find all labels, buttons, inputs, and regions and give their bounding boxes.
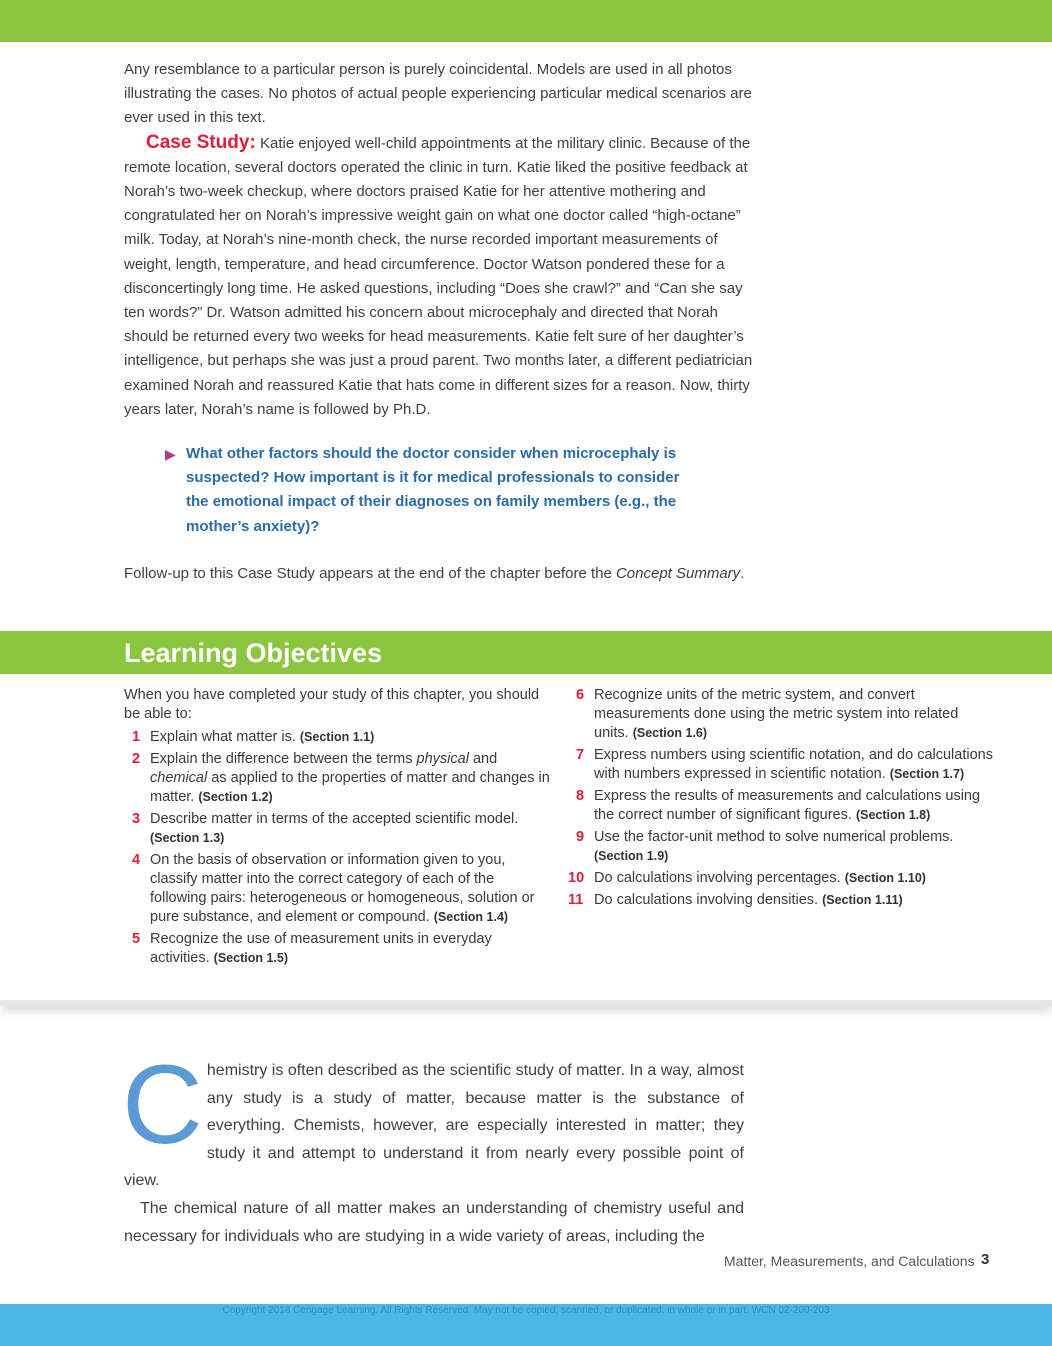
objective-item xyxy=(124,810,554,848)
objective-item xyxy=(124,728,554,747)
objective-number: 6 xyxy=(576,687,585,703)
objective-section: (Section 1.10) xyxy=(844,871,926,885)
objective-text: Express numbers using scientific notation, and do calculations with numbers expressed in scientific notation. xyxy=(594,747,993,782)
objective-section: (Section 1.11) xyxy=(822,893,903,907)
objective-section: (Section 1.4) xyxy=(433,910,509,924)
followup-note xyxy=(124,562,764,586)
body-paragraph-2: The chemical nature of all matter makes an understanding of chemistry useful and necessary for individuals who are studying in a wide variety of areas, including the xyxy=(124,1199,744,1245)
disclaimer-text: Any resemblance to a particular person is purely coincidental. Models are used in all photos illustrating the cases. No photos of actual people experiencing particular medical scenarios are ever used in this text. xyxy=(124,61,752,127)
objective-number: 7 xyxy=(576,747,585,763)
objective-item xyxy=(124,750,554,807)
objective-text: Explain what matter is. xyxy=(150,729,296,745)
objective-text: Do calculations involving densities. xyxy=(594,892,819,908)
followup-end: . xyxy=(740,565,745,582)
objective-number: 5 xyxy=(132,931,141,947)
objective-number: 1 xyxy=(132,729,141,745)
objective-text: Do calculations involving percentages. xyxy=(594,870,841,886)
objective-term-physical: physical xyxy=(416,751,469,767)
objective-section: (Section 1.8) xyxy=(855,808,931,822)
objective-section: (Section 1.6) xyxy=(632,726,708,740)
bottom-blue-bar xyxy=(0,1304,1052,1346)
objective-text: Recognize the use of measurement units in everyday activities. xyxy=(150,931,492,966)
followup-text: Follow-up to this Case Study appears at the end of the chapter before the xyxy=(124,565,616,582)
objective-section: (Section 1.2) xyxy=(198,790,273,804)
objective-section: (Section 1.5) xyxy=(213,951,288,965)
objective-section: (Section 1.3) xyxy=(150,831,225,845)
triangle-bullet-icon: ▶ xyxy=(165,446,176,462)
objective-number: 10 xyxy=(568,870,585,886)
objective-text: Recognize units of the metric system, and convert measurements done using the metric system into related units. xyxy=(594,687,959,741)
top-green-bar xyxy=(0,0,1052,42)
objective-item xyxy=(568,787,993,825)
chapter-body-text xyxy=(122,1042,744,1250)
objective-item xyxy=(568,869,993,888)
followup-italic: Concept Summary xyxy=(615,565,741,582)
objective-text: Use the factor-unit method to solve numerical problems. xyxy=(594,829,954,845)
objective-text: Explain the difference between the terms xyxy=(150,751,417,767)
objective-item xyxy=(568,746,993,784)
learning-objectives-panel xyxy=(0,674,1052,1006)
objectives-left-column xyxy=(124,686,554,971)
objective-number: 9 xyxy=(576,829,585,845)
question-text: What other factors should the doctor consider when microcephaly is suspected? How important is it for medical professionals to consider the emotional impact of their diagnoses on family members (e.g., the mother’s anxiety)? xyxy=(186,445,680,535)
body-paragraph-1: hemistry is often described as the scientific study of matter. In a way, almost any study is a study of matter, because matter is the substance of everything. Chemists, however, are especially interested in matter; they study it and attempt to understand it from nearly every possible point of view. xyxy=(124,1062,744,1190)
learning-objectives-title: Learning Objectives xyxy=(124,638,383,668)
objective-number: 8 xyxy=(576,788,585,804)
copyright-notice: Copyright 2018 Cengage Learning. All Rights Reserved. May not be copied, scanned, or duplicated, in whole or in part. WCN 02-200-203 xyxy=(222,1305,830,1316)
objectives-right-column xyxy=(568,686,993,913)
intro-text xyxy=(124,58,754,422)
objective-text: On the basis of observation or information given to you, classify matter into the correct category of each of the following pairs: heterogeneous or homogeneous, solution or pure substance, and element or compound. xyxy=(150,852,535,925)
objective-text: as applied to the properties of matter and changes in matter. xyxy=(150,770,550,805)
case-study-label: Case Study: xyxy=(146,131,256,153)
objective-number: 11 xyxy=(568,892,584,908)
objective-section: (Section 1.7) xyxy=(889,767,965,781)
objective-section: (Section 1.1) xyxy=(299,730,375,744)
objectives-intro: When you have completed your study of this chapter, you should be able to: xyxy=(124,687,540,722)
discussion-question xyxy=(165,442,705,539)
objective-number: 2 xyxy=(132,751,141,767)
objective-section: (Section 1.9) xyxy=(594,849,669,863)
objective-item xyxy=(124,930,554,968)
drop-cap-letter: C xyxy=(122,1042,203,1167)
objective-text: Express the results of measurements and calculations using the correct number of significant figures. xyxy=(594,788,981,823)
objective-item xyxy=(124,851,554,927)
objective-number: 3 xyxy=(132,811,141,827)
objective-item xyxy=(568,686,993,743)
running-footer-title: Matter, Measurements, and Calculations xyxy=(724,1253,975,1269)
objective-text: and xyxy=(468,751,498,767)
objective-item xyxy=(568,828,993,866)
objective-text: Describe matter in terms of the accepted scientific model. xyxy=(150,811,519,827)
learning-objectives-header xyxy=(0,631,1052,674)
objective-number: 4 xyxy=(132,852,141,868)
objective-item xyxy=(568,891,993,910)
objective-term-chemical: chemical xyxy=(150,770,208,786)
page-number: 3 xyxy=(981,1251,990,1268)
case-study-text: Katie enjoyed well-child appointments at the military clinic. Because of the remote location, several doctors operated the clinic in turn. Katie liked the positive feedback at Norah’s two-week checkup, where doctors praised Katie for her attentive mothering and congratulated her on Norah’s impressive weight gain on what one doctor called “high-octane” milk. Today, at Norah’s nine-month check, the nurse recorded important measurements of weight, length, temperature, and head circumference. Doctor Watson pondered these for a disconcertingly long time. He asked questions, including “Does she crawl?” and “Can she say ten words?” Dr. Watson admitted his concern about microcephaly and directed that Norah should be returned every two weeks for head measurements. Katie felt sure of her daughter’s intelligence, but perhaps she was just a proud parent. Two months later, a different pediatrician examined Norah and reassured Katie that hats come in different sizes for a reason. Now, thirty years later, Norah’s name is followed by Ph.D. xyxy=(124,134,753,418)
